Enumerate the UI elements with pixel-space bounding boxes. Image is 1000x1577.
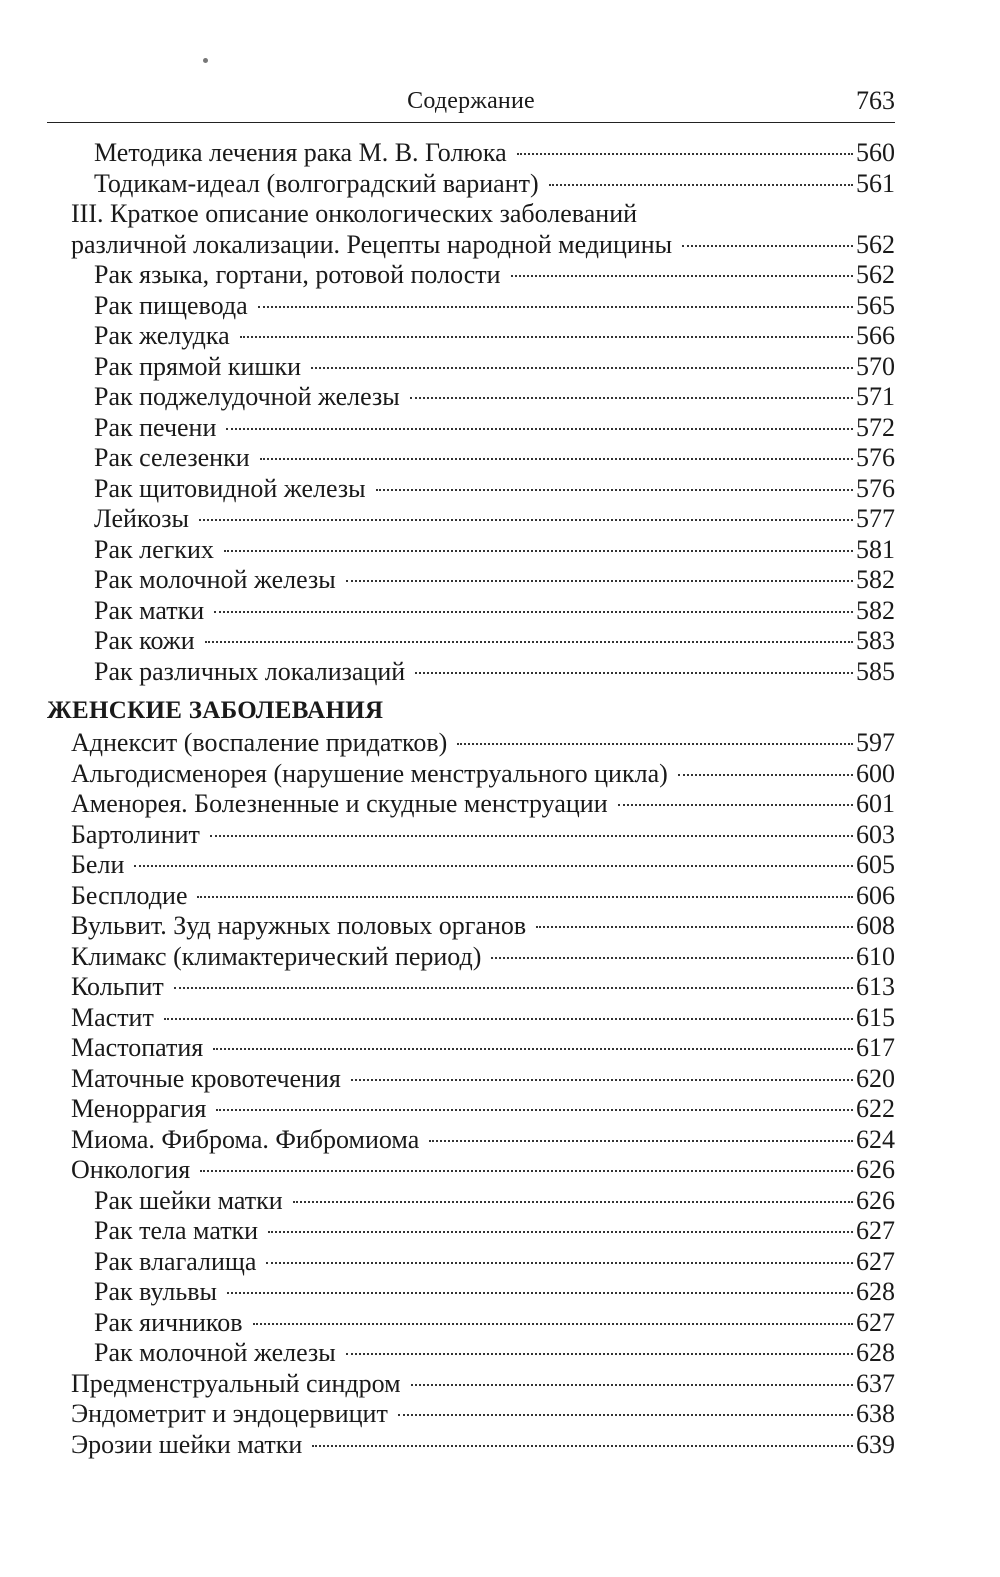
toc-entry-page: 617 — [856, 1033, 895, 1062]
toc-entry — [47, 535, 895, 566]
toc-entry — [47, 1064, 895, 1095]
toc-entry-page: 622 — [856, 1094, 895, 1123]
toc-entry-page: 627 — [856, 1246, 895, 1276]
toc-entry-label: Эрозии шейки матки — [71, 1429, 303, 1459]
toc-entry-page: 570 — [856, 351, 895, 381]
dot-leader — [429, 1140, 853, 1142]
table-of-contents — [47, 138, 895, 1460]
toc-entry — [47, 413, 895, 444]
toc-entry — [47, 1216, 895, 1247]
dot-leader — [682, 245, 853, 247]
dot-leader — [224, 550, 853, 552]
dot-leader — [205, 641, 853, 643]
toc-entry-page: 605 — [856, 850, 895, 879]
toc-entry-label: Рак различных локализаций — [94, 656, 406, 686]
toc-entry-page: 572 — [856, 412, 895, 442]
toc-entry — [47, 759, 895, 790]
dot-leader — [415, 672, 853, 674]
toc-entry-page: 624 — [856, 1124, 895, 1154]
toc-entry-label: Рак шейки матки — [94, 1185, 283, 1215]
toc-entry-label: Рак желудка — [94, 321, 230, 350]
toc-entry — [47, 728, 895, 759]
toc-entry-label: Бартолинит — [71, 819, 200, 849]
dot-leader — [351, 1079, 853, 1081]
toc-entry-label: Рак языка, гортани, ротовой полости — [94, 260, 501, 289]
toc-entry-label: Рак влагалища — [94, 1246, 257, 1276]
dot-leader — [227, 1292, 853, 1294]
toc-entry-label: Рак щитовидной железы — [94, 473, 366, 503]
dot-leader — [491, 957, 853, 959]
dot-leader — [549, 184, 853, 186]
header-title: Содержание — [407, 88, 535, 114]
toc-entry — [47, 169, 895, 200]
dot-leader — [346, 580, 853, 582]
toc-entry-page: 626 — [856, 1185, 895, 1215]
toc-entry-page: 601 — [856, 789, 895, 818]
toc-entry-page: 583 — [856, 626, 895, 655]
dot-leader — [253, 1323, 854, 1325]
toc-entry-page: 606 — [856, 880, 895, 910]
dot-leader — [226, 428, 853, 430]
dot-leader — [199, 519, 853, 521]
toc-entry-label: Эндометрит и эндоцервицит — [71, 1399, 388, 1428]
toc-entry — [47, 1125, 895, 1156]
toc-entry-label: Рак вульвы — [94, 1277, 217, 1306]
print-speck — [203, 58, 208, 63]
dot-leader — [174, 987, 853, 989]
toc-entry-page: 565 — [856, 290, 895, 320]
dot-leader — [457, 743, 853, 745]
toc-entry-page: 576 — [856, 443, 895, 472]
toc-entry-page: 613 — [856, 972, 895, 1001]
part3-title-line1: III. Краткое описание онкологических заболеваний — [71, 199, 638, 228]
toc-entry — [47, 820, 895, 851]
section-heading: ЖЕНСКИЕ ЗАБОЛЕВАНИЯ — [47, 697, 384, 724]
toc-entry-label: Бесплодие — [71, 880, 188, 910]
toc-entry-page: 628 — [856, 1277, 895, 1306]
running-header — [47, 84, 895, 123]
dot-leader — [213, 1048, 853, 1050]
toc-entry-page: 620 — [856, 1063, 895, 1093]
toc-entry-label: Кольпит — [71, 972, 164, 1001]
toc-entry-page: 603 — [856, 819, 895, 849]
toc-entry-label: Бели — [71, 850, 125, 879]
toc-entry-page: 600 — [856, 758, 895, 788]
dot-leader — [410, 397, 853, 399]
dot-leader — [398, 1414, 853, 1416]
toc-entry-label: Рак поджелудочной железы — [94, 382, 400, 411]
dot-leader — [678, 774, 853, 776]
toc-entry-label: Рак печени — [94, 412, 217, 442]
dot-leader — [260, 458, 853, 460]
toc-entry — [47, 1033, 895, 1064]
toc-entry — [47, 1338, 895, 1369]
toc-entry-page: 628 — [856, 1338, 895, 1367]
toc-entry — [47, 291, 895, 322]
toc-entry — [47, 942, 895, 973]
dot-leader — [200, 1170, 853, 1172]
part3-title-line2: различной локализации. Рецепты народной медицины — [71, 229, 673, 259]
toc-entry-label: Мастопатия — [71, 1033, 204, 1062]
part3-entry — [47, 230, 895, 261]
dot-leader — [618, 804, 853, 806]
dot-leader — [312, 1445, 853, 1447]
dot-leader — [216, 1109, 853, 1111]
toc-entry — [47, 1247, 895, 1278]
toc-entry-page: 610 — [856, 941, 895, 971]
dot-leader — [210, 835, 853, 837]
toc-entry-page: 582 — [856, 565, 895, 594]
toc-entry-page: 615 — [856, 1002, 895, 1032]
toc-entry-label: Миома. Фиброма. Фибромиома — [71, 1124, 420, 1154]
toc-entry-label: Рак тела матки — [94, 1216, 259, 1245]
toc-entry-page: 571 — [856, 382, 895, 411]
toc-entry-page: 560 — [856, 138, 895, 167]
toc-entry — [47, 850, 895, 881]
toc-entry-page: 638 — [856, 1399, 895, 1428]
toc-entry — [47, 657, 895, 688]
toc-entry — [47, 881, 895, 912]
toc-entry-label: Рак матки — [94, 595, 205, 625]
toc-entry-page: 626 — [856, 1155, 895, 1184]
toc-entry — [47, 626, 895, 657]
dot-leader — [517, 153, 853, 155]
toc-entry-label: Рак легких — [94, 534, 214, 564]
dot-leader — [511, 275, 853, 277]
toc-entry-label: Рак яичников — [94, 1307, 243, 1337]
toc-entry-page: 597 — [856, 728, 895, 757]
toc-entry — [47, 1155, 895, 1186]
toc-entry-page: 562 — [856, 229, 895, 259]
toc-entry-label: Вульвит. Зуд наружных половых органов — [71, 911, 527, 940]
toc-entry — [47, 1399, 895, 1430]
toc-entry-label: Аменорея. Болезненные и скудные менструации — [71, 789, 608, 818]
toc-entry-label: Аднексит (воспаление придатков) — [71, 728, 448, 757]
toc-entry-page: 639 — [856, 1429, 895, 1459]
toc-entry-page: 561 — [856, 168, 895, 198]
dot-leader — [214, 611, 853, 613]
dot-leader — [346, 1353, 853, 1355]
toc-entry-page: 627 — [856, 1216, 895, 1245]
dot-leader — [164, 1018, 853, 1020]
toc-entry-page: 608 — [856, 911, 895, 940]
toc-entry-label: Предменструальный синдром — [71, 1368, 401, 1398]
toc-entry — [47, 352, 895, 383]
toc-entry-label: Маточные кровотечения — [71, 1063, 341, 1093]
dot-leader — [266, 1262, 853, 1264]
toc-entry-label: Рак прямой кишки — [94, 351, 301, 381]
toc-entry-label: Альгодисменорея (нарушение менструального цикла) — [71, 758, 668, 788]
toc-entry-page: 576 — [856, 473, 895, 503]
toc-entry-page: 627 — [856, 1307, 895, 1337]
toc-entry-page: 582 — [856, 595, 895, 625]
dot-leader — [293, 1201, 853, 1203]
toc-entry — [47, 565, 895, 596]
toc-entry-label: Мастит — [71, 1002, 154, 1032]
toc-entry — [47, 911, 895, 942]
toc-entry-label: Онкология — [71, 1155, 191, 1184]
toc-entry-page: 581 — [856, 534, 895, 564]
toc-entry — [47, 1308, 895, 1339]
toc-entry-label: Меноррагия — [71, 1094, 207, 1123]
toc-entry-label: Лейкозы — [94, 504, 189, 533]
dot-leader — [268, 1231, 853, 1233]
toc-entry-label: Климакс (климактерический период) — [71, 941, 482, 971]
toc-entry — [47, 1003, 895, 1034]
toc-entry-label: Рак молочной железы — [94, 1338, 336, 1367]
toc-entry — [47, 474, 895, 505]
toc-entry — [47, 1369, 895, 1400]
toc-entry — [47, 596, 895, 627]
header-page-number: 763 — [856, 86, 895, 115]
toc-entry-label: Тодикам-идеал (волгоградский вариант) — [94, 168, 539, 198]
toc-entry — [47, 1186, 895, 1217]
toc-entry-page: 577 — [856, 504, 895, 533]
dot-leader — [311, 367, 853, 369]
toc-entry-label: Рак селезенки — [94, 443, 250, 472]
toc-entry-label: Методика лечения рака М. В. Голюка — [94, 138, 507, 167]
toc-entry — [47, 1430, 895, 1461]
toc-entry — [47, 382, 895, 413]
toc-entry — [47, 138, 895, 169]
toc-entry-label: Рак пищевода — [94, 290, 248, 320]
toc-entry-page: 566 — [856, 321, 895, 350]
dot-leader — [411, 1384, 853, 1386]
dot-leader — [134, 865, 853, 867]
toc-entry — [47, 789, 895, 820]
dot-leader — [376, 489, 853, 491]
dot-leader — [240, 336, 853, 338]
toc-entry-page: 562 — [856, 260, 895, 289]
toc-entry-label: Рак кожи — [94, 626, 195, 655]
dot-leader — [197, 896, 853, 898]
toc-entry — [47, 260, 895, 291]
toc-entry — [47, 504, 895, 535]
toc-entry — [47, 1277, 895, 1308]
toc-entry-page: 585 — [856, 656, 895, 686]
toc-entry — [47, 1094, 895, 1125]
toc-entry-page: 637 — [856, 1368, 895, 1398]
dot-leader — [536, 926, 853, 928]
toc-entry — [47, 443, 895, 474]
toc-entry — [47, 321, 895, 352]
dot-leader — [258, 306, 853, 308]
toc-entry — [47, 972, 895, 1003]
toc-entry-label: Рак молочной железы — [94, 565, 336, 594]
